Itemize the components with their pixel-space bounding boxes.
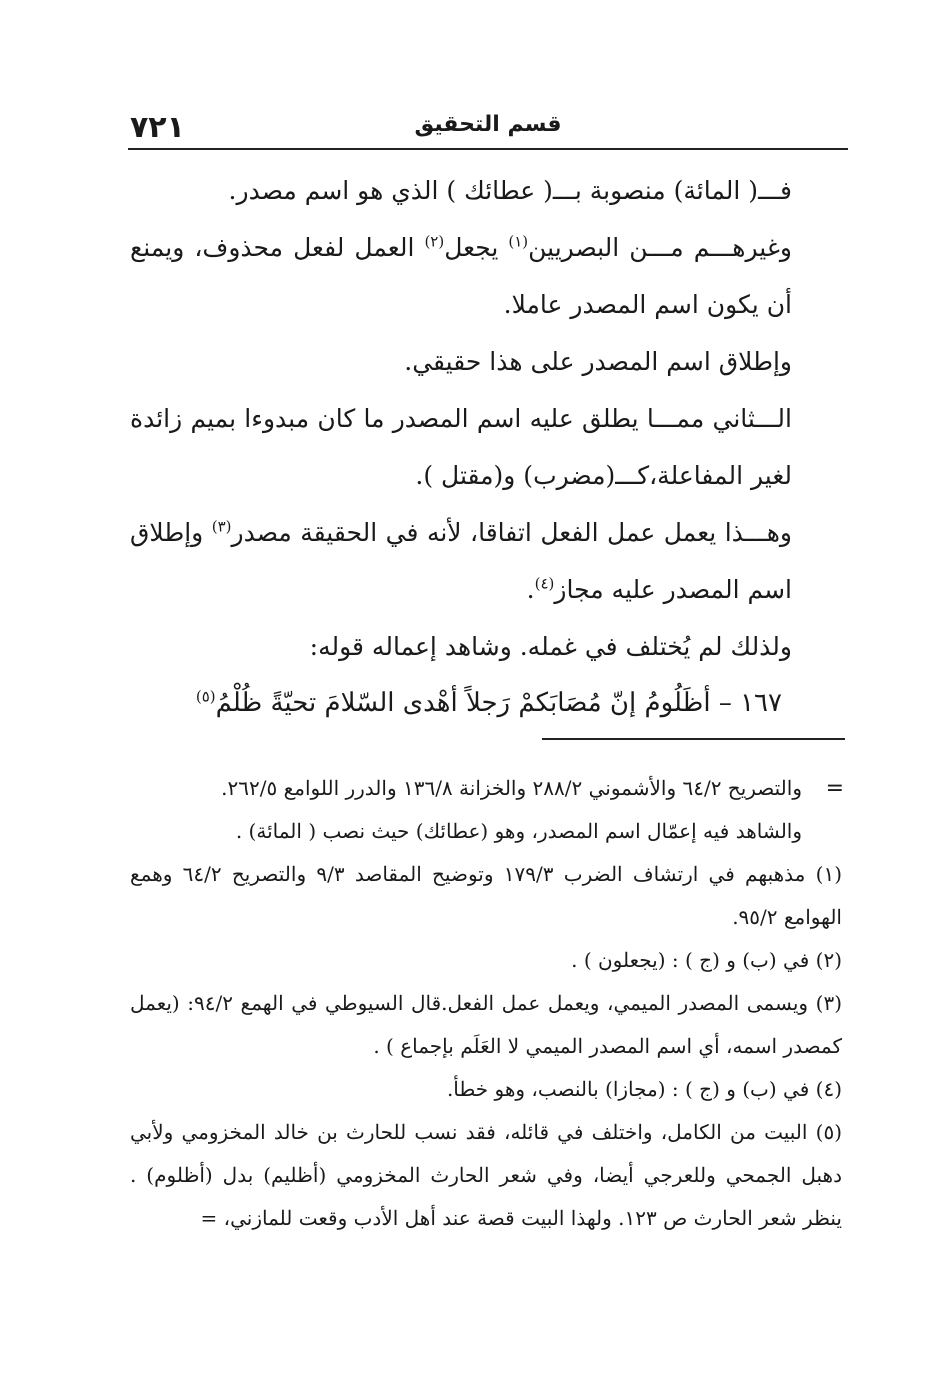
footnote-continuation: = والتصريح ٦٤/٢ والأشموني ٢٨٨/٢ والخزانة ١٣٦/٨ والدرر اللوامع ٢٦٢/٥. xyxy=(130,767,842,810)
paragraph: وهـــذا يعمل عمل الفعل اتفاقا، لأنه في الحقيقة مصدر$^{(٣)}$ وإطلاق اسم المصدر عليه مجاز$^{(٤)}$. xyxy=(130,517,792,604)
footnote: (٣) ويسمى المصدر الميمي، ويعمل عمل الفعل.قال السيوطي في الهمع ٩٤/٢: (يعمل كمصدر اسمه، أي اسم المصدر الميمي لا العَلَم بإجماع ) . xyxy=(130,991,842,1058)
footnote: (٤) في (ب) و (ج ) : (مجازا) بالنصب، وهو خطأ. xyxy=(446,1077,842,1101)
footnote-ref: (٣) xyxy=(211,517,232,536)
footnote-ref: (٥) xyxy=(195,687,216,706)
footnotes xyxy=(130,767,842,1240)
paragraph: وغيرهـــم مـــن البصريين$^{(١)}$ يجعل$^{(٢)}$ العمل لفعل محذوف، ويمنع أن يكون اسم المصدر عاملا. xyxy=(130,232,792,319)
section-title: قسم التحقيق xyxy=(414,112,562,137)
paragraph: وإطلاق اسم المصدر على هذا حقيقي. xyxy=(404,347,792,376)
footnote-ref: (٢) xyxy=(424,232,445,251)
footnote: (١) مذهبهم في ارتشاف الضرب ١٧٩/٣ وتوضيح المقاصد ٩/٣ والتصريح ٦٤/٢ وهمع الهوامع ٩٥/٢. xyxy=(130,862,842,929)
page-header xyxy=(128,108,848,150)
footnote-ref: (٤) xyxy=(534,574,555,593)
continuation-mark: = xyxy=(825,776,844,801)
poetry-verse: ١٦٧ – أظَلُومُ إنّ مُصَابَكمْ رَجلاً أهْدى السّلامَ تحيّةً ظُلْمُ$^{(٥)}$ xyxy=(195,687,782,718)
paragraph: فـــ( المائة) منصوبة بـــ( عطائك ) الذي هو اسم مصدر. xyxy=(228,176,792,205)
paragraph: ولذلك لم يُختلف في غمله. وشاهد إعماله قوله: xyxy=(309,632,792,661)
footnote-ref: (١) xyxy=(508,232,529,251)
paragraph: الـــثاني ممـــا يطلق عليه اسم المصدر ما كان مبدوءا بميم زائدة لغير المفاعلة،كـــ(مضرب) و(مقتل ). xyxy=(130,404,792,490)
footnote-continuation: والشاهد فيه إعمّال اسم المصدر، وهو (عطائك) حيث نصب ( المائة) . xyxy=(235,819,802,843)
main-text xyxy=(130,162,842,732)
footnote-separator xyxy=(542,738,845,740)
footnote: (٢) في (ب) و (ج ) : (يجعلون ) . xyxy=(571,948,842,972)
footnote: (٥) البيت من الكامل، واختلف في قائله، فقد نسب للحارث بن خالد المخزومي ولأبي دهبل الجمحي وللعرجي أيضا، وفي شعر الحارث المخزومي (أظليم) بدل (أظلوم) . ينظر شعر الحارث ص ١٢٣. ولهذا البيت قصة عند أهل الأدب وقعت للمازني، = xyxy=(130,1120,842,1230)
continuation-mark: = xyxy=(200,1206,218,1230)
page-number: ٧٢١ xyxy=(130,110,185,145)
